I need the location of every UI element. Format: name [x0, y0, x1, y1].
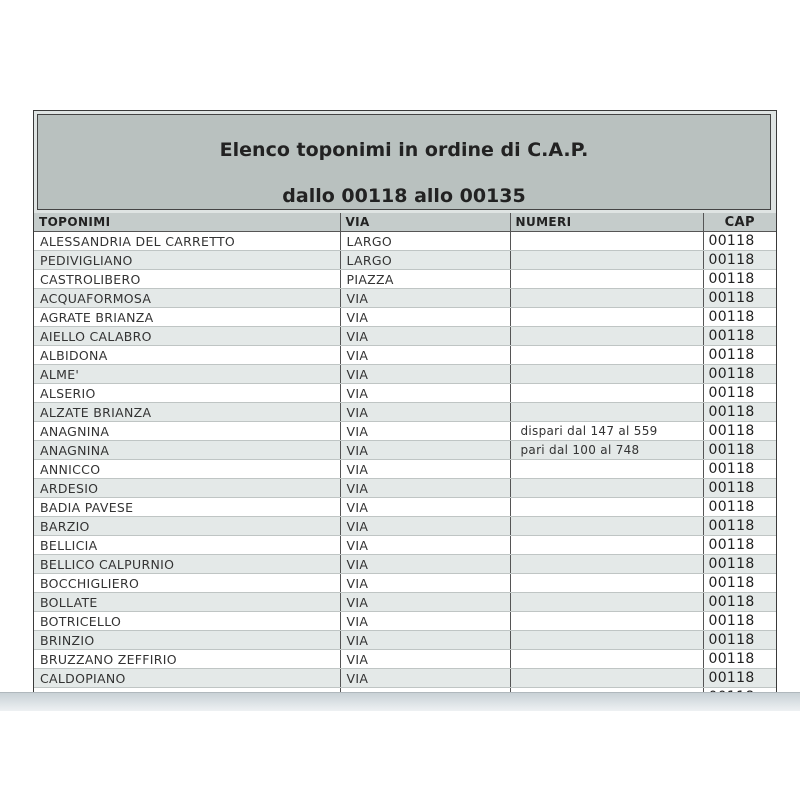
table-row: [34, 327, 776, 346]
cell-numeri: [510, 270, 703, 289]
cell-via: VIA: [340, 498, 510, 517]
cell-numeri: [510, 251, 703, 270]
cell-via: VIA: [340, 422, 510, 441]
cell-cap: 00118: [703, 631, 776, 650]
cell-numeri: [510, 555, 703, 574]
cell-toponimo: BRINZIO: [34, 631, 340, 650]
cell-via: LARGO: [340, 251, 510, 270]
table-row: [34, 669, 776, 688]
column-header-cap: CAP: [703, 213, 776, 232]
cell-numeri: [510, 365, 703, 384]
cell-toponimo: ALZATE BRIANZA: [34, 403, 340, 422]
cell-numeri: [510, 460, 703, 479]
table-row: [34, 346, 776, 365]
table-row: [34, 403, 776, 422]
cell-numeri: [510, 593, 703, 612]
page-title: Elenco toponimi in ordine di C.A.P.: [219, 139, 589, 161]
table-header-row: [34, 213, 776, 232]
cell-toponimo: ALSERIO: [34, 384, 340, 403]
cell-toponimo: BARZIO: [34, 517, 340, 536]
cell-numeri: [510, 517, 703, 536]
column-header-numeri: NUMERI: [510, 213, 703, 232]
cell-numeri: dispari dal 147 al 559: [510, 422, 703, 441]
cell-via: VIA: [340, 308, 510, 327]
cell-toponimo: ANAGNINA: [34, 422, 340, 441]
cell-cap: 00118: [703, 289, 776, 308]
cell-numeri: [510, 574, 703, 593]
cell-toponimo: ANAGNINA: [34, 441, 340, 460]
cell-numeri: [510, 612, 703, 631]
table-row: [34, 289, 776, 308]
table-row: [34, 555, 776, 574]
table-row: [34, 365, 776, 384]
cell-cap: 00118: [703, 517, 776, 536]
cell-toponimo: ALME': [34, 365, 340, 384]
cell-via: VIA: [340, 612, 510, 631]
cell-numeri: [510, 232, 703, 251]
table-row: [34, 593, 776, 612]
table-row: [34, 384, 776, 403]
table-row: [34, 308, 776, 327]
table-row: [34, 631, 776, 650]
cell-toponimo: ALESSANDRIA DEL CARRETTO: [34, 232, 340, 251]
table-row: [34, 251, 776, 270]
document-header: [37, 114, 771, 210]
cell-toponimo: CASTROLIBERO: [34, 270, 340, 289]
page-subtitle: dallo 00118 allo 00135: [282, 185, 526, 207]
table-row: [34, 536, 776, 555]
cell-numeri: [510, 669, 703, 688]
cell-toponimo: PEDIVIGLIANO: [34, 251, 340, 270]
cell-cap: 00118: [703, 593, 776, 612]
cell-toponimo: AIELLO CALABRO: [34, 327, 340, 346]
cell-toponimo: BOCCHIGLIERO: [34, 574, 340, 593]
cell-cap: 00118: [703, 232, 776, 251]
cell-numeri: pari dal 100 al 748: [510, 441, 703, 460]
cell-toponimo: BOTRICELLO: [34, 612, 340, 631]
column-header-toponimi: TOPONIMI: [34, 213, 340, 232]
cell-via: VIA: [340, 669, 510, 688]
cell-numeri: [510, 289, 703, 308]
cell-numeri: [510, 498, 703, 517]
cell-toponimo: ANNICCO: [34, 460, 340, 479]
table-row: [34, 574, 776, 593]
cell-toponimo: CALDOPIANO: [34, 669, 340, 688]
cell-via: PIAZZA: [340, 270, 510, 289]
cell-numeri: [510, 536, 703, 555]
cell-numeri: [510, 384, 703, 403]
cell-via: VIA: [340, 574, 510, 593]
cell-toponimo: ACQUAFORMOSA: [34, 289, 340, 308]
cell-cap: 00118: [703, 251, 776, 270]
table-row: [34, 441, 776, 460]
cell-cap: 00118: [703, 574, 776, 593]
table-row: [34, 498, 776, 517]
cell-cap: 00118: [703, 346, 776, 365]
cell-numeri: [510, 631, 703, 650]
cell-cap: 00118: [703, 479, 776, 498]
cell-via: VIA: [340, 631, 510, 650]
cell-via: VIA: [340, 555, 510, 574]
cell-cap: 00118: [703, 498, 776, 517]
cell-via: VIA: [340, 650, 510, 669]
column-header-via: VIA: [340, 213, 510, 232]
cell-cap: 00118: [703, 327, 776, 346]
cell-via: VIA: [340, 517, 510, 536]
cell-cap: 00118: [703, 270, 776, 289]
cell-toponimo: BELLICIA: [34, 536, 340, 555]
cell-via: VIA: [340, 479, 510, 498]
cell-via: VIA: [340, 346, 510, 365]
cell-via: LARGO: [340, 232, 510, 251]
cell-toponimo: BADIA PAVESE: [34, 498, 340, 517]
cell-toponimo: ARDESIO: [34, 479, 340, 498]
table-row: [34, 479, 776, 498]
cell-toponimo: BELLICO CALPURNIO: [34, 555, 340, 574]
cell-via: VIA: [340, 441, 510, 460]
table-row: [34, 422, 776, 441]
cell-cap: 00118: [703, 422, 776, 441]
table-row: [34, 232, 776, 251]
table-row: [34, 650, 776, 669]
cell-numeri: [510, 479, 703, 498]
cell-toponimo: ALBIDONA: [34, 346, 340, 365]
document-page: [33, 110, 777, 693]
cell-cap: 00118: [703, 536, 776, 555]
cell-via: VIA: [340, 536, 510, 555]
cell-via: VIA: [340, 403, 510, 422]
cell-via: VIA: [340, 384, 510, 403]
cell-numeri: [510, 327, 703, 346]
cell-cap: 00118: [703, 365, 776, 384]
cell-toponimo: BRUZZANO ZEFFIRIO: [34, 650, 340, 669]
cell-numeri: [510, 346, 703, 365]
cell-cap: 00118: [703, 460, 776, 479]
cell-via: VIA: [340, 289, 510, 308]
cell-cap: 00118: [703, 441, 776, 460]
cell-cap: 00118: [703, 669, 776, 688]
cell-toponimo: AGRATE BRIANZA: [34, 308, 340, 327]
cell-numeri: [510, 650, 703, 669]
cell-via: VIA: [340, 327, 510, 346]
cell-numeri: [510, 403, 703, 422]
table-body: [34, 232, 776, 707]
table-row: [34, 612, 776, 631]
horizontal-scrollbar[interactable]: [0, 692, 800, 711]
cell-cap: 00118: [703, 384, 776, 403]
cell-via: VIA: [340, 593, 510, 612]
cell-toponimo: BOLLATE: [34, 593, 340, 612]
table-row: [34, 517, 776, 536]
cell-cap: 00118: [703, 403, 776, 422]
cell-cap: 00118: [703, 612, 776, 631]
table-row: [34, 460, 776, 479]
cell-cap: 00118: [703, 308, 776, 327]
cell-cap: 00118: [703, 555, 776, 574]
cell-via: VIA: [340, 365, 510, 384]
table-row: [34, 270, 776, 289]
cell-via: VIA: [340, 460, 510, 479]
cell-cap: 00118: [703, 650, 776, 669]
cell-numeri: [510, 308, 703, 327]
toponyms-table: [34, 213, 776, 707]
